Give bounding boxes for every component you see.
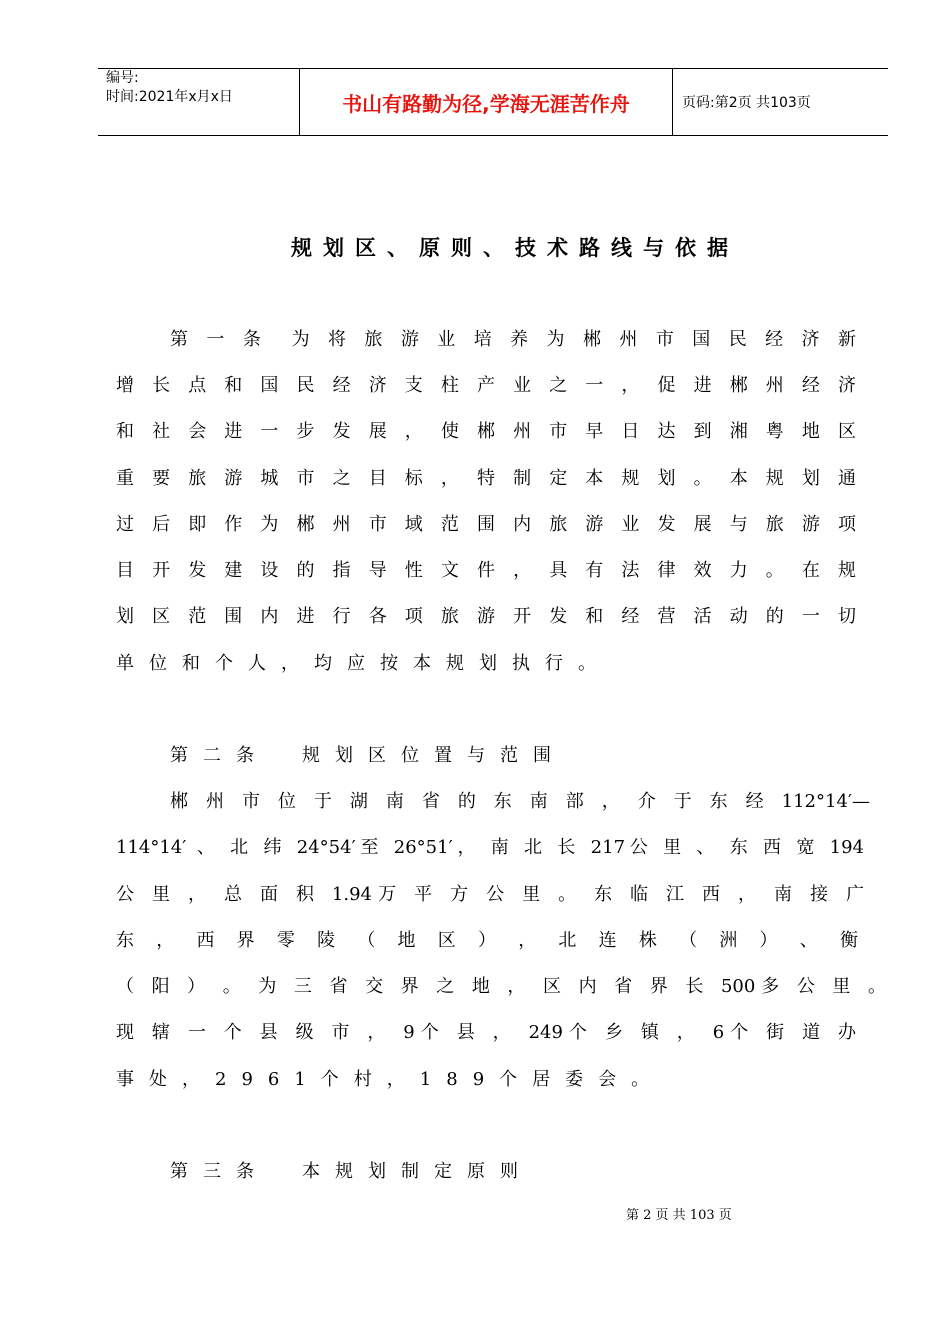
header-number-label: 编号: [106,70,139,86]
article1-line: 单位和个人，均应按本规划执行。 [116,653,611,674]
article2-line: 公 里 ， 总 面 积 1.94万 平 方 公 里 。 东 临 江 西 ， 南 接 广 [116,884,864,905]
article1-line: 目 开 发 建 设 的 指 导 性 文 件 ， 具 有 法 律 效 力 。 在 规 [116,560,856,581]
article1-line: 增 长 点 和 国 民 经 济 支 柱 产 业 之 一 ， 促 进 郴 州 经 济 [116,375,856,396]
article2-line: 郴 州 市 位 于 湖 南 省 的 东 南 部 ， 介 于 东 经 112°14′— [170,791,870,812]
article3-heading: 第三条 本规划制定原则 [170,1161,533,1182]
article2-line: 114°14′ 、 北 纬 24°54′至 26°51′， 南 北 长 217公 里 、 东 西 宽 194 [116,837,864,858]
article1-line: 过 后 即 作 为 郴 州 市 域 范 围 内 旅 游 业 发 展 与 旅 游 项 [116,514,856,535]
article2-line: （ 阳 ） 。 为 三 省 交 界 之 地 ， 区 内 省 界 长 500多 公 里 。 [116,976,886,997]
header-time-label: 时间:2021年x月x日 [106,89,233,105]
header-motto: 书山有路勤为径,学海无涯苦作舟 [342,91,630,116]
article2-line: 现 辖 一 个 县 级 市 ， 9个 县 ， 249个 乡 镇 ， 6个 街 道 办 [116,1022,856,1043]
article1-line: 划 区 范 围 内 进 行 各 项 旅 游 开 发 和 经 营 活 动 的 一 切 [116,606,856,627]
article2-line: 东 ， 西 界 零 陵 （ 地 区 ） ， 北 连 株 （ 洲 ） 、 衡 [116,930,858,951]
header-meta [106,69,296,107]
article1-line: 重 要 旅 游 城 市 之 目 标 ， 特 制 定 本 规 划 。 本 规 划 通 [116,468,856,489]
article1-line: 和 社 会 进 一 步 发 展 ， 使 郴 州 市 早 日 达 到 湘 粤 地 区 [116,421,856,442]
article2-heading: 第二条 规划区位置与范围 [170,745,566,766]
header-page-info: 页码:第2页 共103页 [682,95,811,111]
article1-line: 第 一 条 为 将 旅 游 业 培 养 为 郴 州 市 国 民 经 济 新 [170,329,856,350]
page-title: 规划区、原则、技术路线与依据 [291,236,739,260]
article2-line: 事处，2961个村，189个居委会。 [116,1069,665,1090]
document-header [98,68,888,136]
header-divider [672,69,673,135]
page-footer: 第 2 页 共 103 页 [626,1208,732,1223]
